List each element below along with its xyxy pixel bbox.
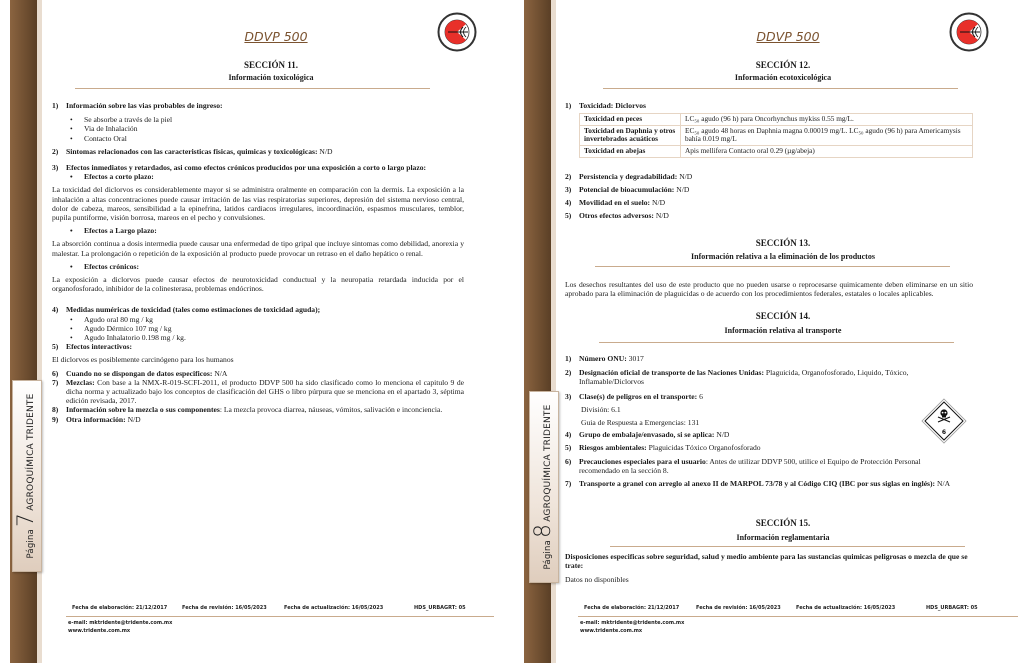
item-number: 8) xyxy=(52,405,59,415)
short-term-text: La toxicidad del diclorvos es considerablemente mayor si se administra oralmente en comparación con la dermis. La exposición a la inhalación a altas concentraciones puede causar irritación de las vias respiratorias superiores, depresión del sistema nervioso central, dolor de cabeza, mareos, sensibilidad a la epinefrina, latidos cardiacos irregulares, incoordinación, espasmos musculares, temblor, pupila puntiforme, visión borrosa, mareos en el pecho y convulsiones. xyxy=(52,185,464,223)
item-label: Precauciones especiales para el usuario xyxy=(579,456,706,466)
footer-actualizacion: Fecha de actualización: 16/05/2023 xyxy=(284,605,384,611)
item-label: Otra información: xyxy=(66,414,126,424)
footer-actualizacion: Fecha de actualización: 16/05/2023 xyxy=(796,605,896,611)
disposal-text: Los desechos resultantes del uso de este producto que no pueden usarse o reprocesarse quimicamente deben eliminarse en un sitio aprobado para la eliminación de plaguicidas o de acuerdo con los procedimientos federales, estatales o locales aplicables. xyxy=(565,280,973,299)
item-4 xyxy=(52,305,464,314)
item-label: Información sobre la mezcla o sus componentes xyxy=(66,405,220,415)
chronic-label: • Efectos crónicos: xyxy=(52,262,464,271)
item-7 xyxy=(52,378,464,406)
item-6 xyxy=(565,457,960,475)
footer-rule xyxy=(66,616,494,617)
product-title: DDVP 500 xyxy=(244,29,308,44)
regulatory-label: Disposiciones especificas sobre seguridad, salud y medio ambiente para las sustancias quimicas peligrosas o mezcla de que se trate: xyxy=(565,552,968,571)
item-number: 6) xyxy=(565,456,572,466)
item-number: 9) xyxy=(52,414,59,424)
item-value: N/D xyxy=(714,430,730,440)
item-number: 3) xyxy=(52,163,59,173)
pictogram-class-number: 6 xyxy=(941,429,947,436)
item-3 xyxy=(52,163,464,172)
ecotoxicity-table xyxy=(579,113,973,157)
item-2 xyxy=(565,172,985,181)
item-number: 2) xyxy=(52,146,59,156)
item-number: 1) xyxy=(565,354,572,363)
item-value: Plaguicida, Organofosforado, Liquido, Tóxico, Inflamable/Diclorvos xyxy=(579,368,909,387)
item-label: Cuando no se dispongan de datos especificos: xyxy=(66,368,213,378)
footer-email[interactable]: e-mail: mktridente@tridente.com.mx xyxy=(580,620,685,626)
list-item: • Contacto Oral xyxy=(52,134,464,143)
item-2 xyxy=(52,147,464,156)
section-15-heading: SECCIÓN 15. xyxy=(755,518,811,528)
emergency-guide-text: Guia de Respuesta a Emergencias: 131 xyxy=(581,418,700,428)
item-8 xyxy=(52,405,464,414)
item-number: 5) xyxy=(565,211,572,221)
table-row xyxy=(580,145,973,157)
item-2 xyxy=(565,368,960,386)
item-value: N/D xyxy=(653,211,669,221)
footer-email[interactable]: e-mail: mktridente@tridente.com.mx xyxy=(68,620,173,626)
calidad-tridente-logo-icon xyxy=(437,12,477,52)
footer-code: HDS_URBAGRT: 05 xyxy=(926,605,978,611)
item-number: 3) xyxy=(565,184,572,194)
table-row xyxy=(580,125,973,145)
table-cell-header: Toxicidad en Daphnia y otros invertebrados acuáticos xyxy=(580,125,681,145)
item-label: Información sobre las vias probables de ingreso: xyxy=(66,101,223,110)
item-value: Con base a la NMX-R-019-SCFI-2011, el producto DDVP 500 ha sido clasificado como lo menciona el capitulo 9 de dicha norma y actualizado bajo los conceptos de clasificación del GHS o libro púrpura que se menciona en el apartado 3, séptima edición revisada, 2017. xyxy=(66,377,464,406)
item-number: 5) xyxy=(565,443,572,453)
company-name: AGROQUÍMICA TRIDENTE xyxy=(543,404,553,522)
long-term-text: La absorción continua a dosis intermedia puede causar una enfermedad de tipo gripal que incluye sintomas como debilidad, anorexia y malestar. La prolongación o repetición de la exposición al producto puede provocar un retraso en el daño hepático o renal. xyxy=(52,239,464,258)
item-label: Grupo de embalaje/envasado, si se aplica: xyxy=(579,430,715,440)
section-rule xyxy=(595,266,950,267)
table-cell-value: Apis mellifera Contacto oral 0.29 (µg/abeja) xyxy=(681,145,973,157)
page-number: 8 xyxy=(531,523,556,538)
item-label: Persistencia y degradabilidad: xyxy=(579,171,678,181)
section-12-body xyxy=(565,101,985,220)
item-value: N/D xyxy=(650,197,666,207)
table-row xyxy=(580,114,973,126)
item-label: Efectos interactivos: xyxy=(66,342,133,352)
calidad-tridente-logo-icon xyxy=(949,12,989,52)
footer-website[interactable]: www.tridente.com.mx xyxy=(580,628,643,634)
table-cell-value: EC₅₀ agudo 48 horas en Daphnia magna 0.00019 mg/L. LC₅₀ agudo (96 h) para Americamysis bahía 0.019 mg/L xyxy=(681,125,973,145)
item-label: Efectos inmediatos y retardados, asi como efectos crónicos producidos por una exposición a corto o largo plazo: xyxy=(66,163,427,173)
item-number: 2) xyxy=(565,171,572,181)
item-1 xyxy=(565,354,960,363)
item-label: Número ONU: xyxy=(579,354,627,363)
toxic-hazard-pictogram-icon xyxy=(921,398,967,444)
interactive-effects-text: El diclorvos es posiblemente carcinógeno para los humanos xyxy=(52,355,234,365)
item-value: : Antes de utilizar DDVP 500, utilice el Equipo de Protección Personal recomendado en la sección 8. xyxy=(579,456,921,475)
item-label: Otros efectos adversos: xyxy=(579,211,654,221)
item-6 xyxy=(52,369,464,378)
item-3 xyxy=(565,185,985,194)
regulatory-text: Datos no disponibles xyxy=(565,575,629,584)
item-value: N/D xyxy=(317,146,333,156)
item-1 xyxy=(52,101,464,110)
table-cell-header: Toxicidad en abejas xyxy=(580,145,681,157)
item-3 xyxy=(565,392,960,401)
item-label: Movilidad en el suelo: xyxy=(579,197,651,207)
item-value: : La mezcla provoca diarrea, náuseas, vómitos, salivación e inconciencia. xyxy=(219,405,443,415)
item-label: Sintomas relacionados con las caracteristicas fisicas, quimicas y toxicológicas: xyxy=(66,146,318,156)
item-label: Medidas numéricas de toxicidad (tales como estimaciones de toxicidad aguda); xyxy=(66,305,321,315)
item-4 xyxy=(565,198,985,207)
footer-revision: Fecha de revisión: 16/05/2023 xyxy=(696,605,781,611)
item-1 xyxy=(565,101,985,110)
list-item: • Agudo Inhalatorio 0.198 mg / kg. xyxy=(52,333,464,342)
section-rule xyxy=(599,342,954,343)
page-tab xyxy=(12,380,42,572)
short-term-label: • Efectos a corto plazo: xyxy=(52,172,464,181)
footer-website[interactable]: www.tridente.com.mx xyxy=(68,628,131,634)
footer-elaboracion: Fecha de elaboración: 21/12/2017 xyxy=(584,605,680,611)
long-term-label: • Efectos a Largo plazo: xyxy=(52,226,464,235)
item-number: 3) xyxy=(565,391,572,401)
section-title: Información toxicológica xyxy=(228,73,314,82)
item-value: N/A xyxy=(212,368,228,378)
section-15-title: Información reglamentaria xyxy=(736,533,830,542)
item-value: N/D xyxy=(674,184,690,194)
item-value: 6 xyxy=(697,391,703,401)
section-12-heading: SECCIÓN 12. xyxy=(755,60,811,70)
item-5 xyxy=(52,342,464,351)
item-number: 7) xyxy=(565,479,572,489)
section-14-heading: SECCIÓN 14. xyxy=(755,311,811,321)
division-text: División: 6.1 xyxy=(581,404,621,414)
item-number: 1) xyxy=(565,101,572,110)
footer-elaboracion: Fecha de elaboración: 21/12/2017 xyxy=(72,605,168,611)
footer-revision: Fecha de revisión: 16/05/2023 xyxy=(182,605,267,611)
item-number: 7) xyxy=(52,377,59,387)
item-value: N/D xyxy=(677,171,693,181)
item-label: Potencial de bioacumulación: xyxy=(579,184,675,194)
list-item: • Agudo oral 80 mg / kg xyxy=(52,315,464,324)
item-value: N/D xyxy=(125,414,141,424)
table-cell-value: LC₅₀ agudo (96 h) para Oncorhynchus mykiss 0.55 mg/L. xyxy=(681,114,973,126)
item-label: Toxicidad: Diclorvos xyxy=(579,101,647,110)
item-value: Plaguicidas Tóxico Organofosforado xyxy=(646,443,761,453)
list-item: • Se absorbe a través de la piel xyxy=(52,115,464,124)
item-number: 2) xyxy=(565,368,572,378)
item-9 xyxy=(52,415,464,424)
item-number: 1) xyxy=(52,101,59,110)
footer-rule xyxy=(578,616,1018,617)
item-number: 6) xyxy=(52,368,59,378)
item-number: 5) xyxy=(52,342,59,352)
item-value: 3017 xyxy=(626,354,644,363)
item-label: Riesgos ambientales: xyxy=(579,443,647,453)
section-13-title: Información relativa a la eliminación de los productos xyxy=(691,252,875,261)
item-label: Transporte a granel con arreglo al anexo II de MARPOL 73/78 y al Código CIQ (IBC por sus siglas en inglés): xyxy=(579,479,936,489)
item-label: Clase(s) de peligros en el transporte: xyxy=(579,391,698,401)
section-rule xyxy=(603,88,958,89)
product-title: DDVP 500 xyxy=(756,29,820,44)
list-item: • Via de Inhalación xyxy=(52,124,464,133)
pagina-label: Página xyxy=(543,539,553,570)
item-number: 4) xyxy=(565,197,572,207)
document-page-8 xyxy=(512,0,1024,663)
item-4 xyxy=(565,430,960,439)
item-label: Designación oficial de transporte de las Naciones Unidas: xyxy=(579,368,764,378)
section-11-body xyxy=(52,101,464,424)
item-number: 4) xyxy=(52,305,59,315)
page-number: 7 xyxy=(14,512,39,527)
footer-code: HDS_URBAGRT: 05 xyxy=(414,605,466,611)
section-12-title: Información ecotoxicológica xyxy=(734,73,832,82)
company-name: AGROQUÍMICA TRIDENTE xyxy=(26,393,36,511)
table-cell-header: Toxicidad en peces xyxy=(580,114,681,126)
chronic-text: La exposición a diclorvos puede causar efectos de neurotoxicidad conductual y la neuropatia retardada inducida por el organofosforado, inhibidor de la colinesterasa, problemas endócrinos. xyxy=(52,275,464,294)
list-item: • Agudo Dérmico 107 mg / kg xyxy=(52,324,464,333)
item-value: N/A xyxy=(935,479,951,489)
section-14-body xyxy=(565,354,960,488)
section-rule xyxy=(75,88,430,89)
item-label: Mezclas: xyxy=(66,377,95,387)
item-7 xyxy=(565,479,960,488)
item-5 xyxy=(565,443,960,452)
section-heading: SECCIÓN 11. xyxy=(243,60,298,70)
section-rule xyxy=(610,546,965,547)
section-13-heading: SECCIÓN 13. xyxy=(755,238,811,248)
pagina-label: Página xyxy=(26,528,36,559)
item-5 xyxy=(565,211,985,220)
item-number: 4) xyxy=(565,430,572,440)
page-tab xyxy=(529,391,559,583)
section-14-title: Información relativa al transporte xyxy=(724,326,842,335)
